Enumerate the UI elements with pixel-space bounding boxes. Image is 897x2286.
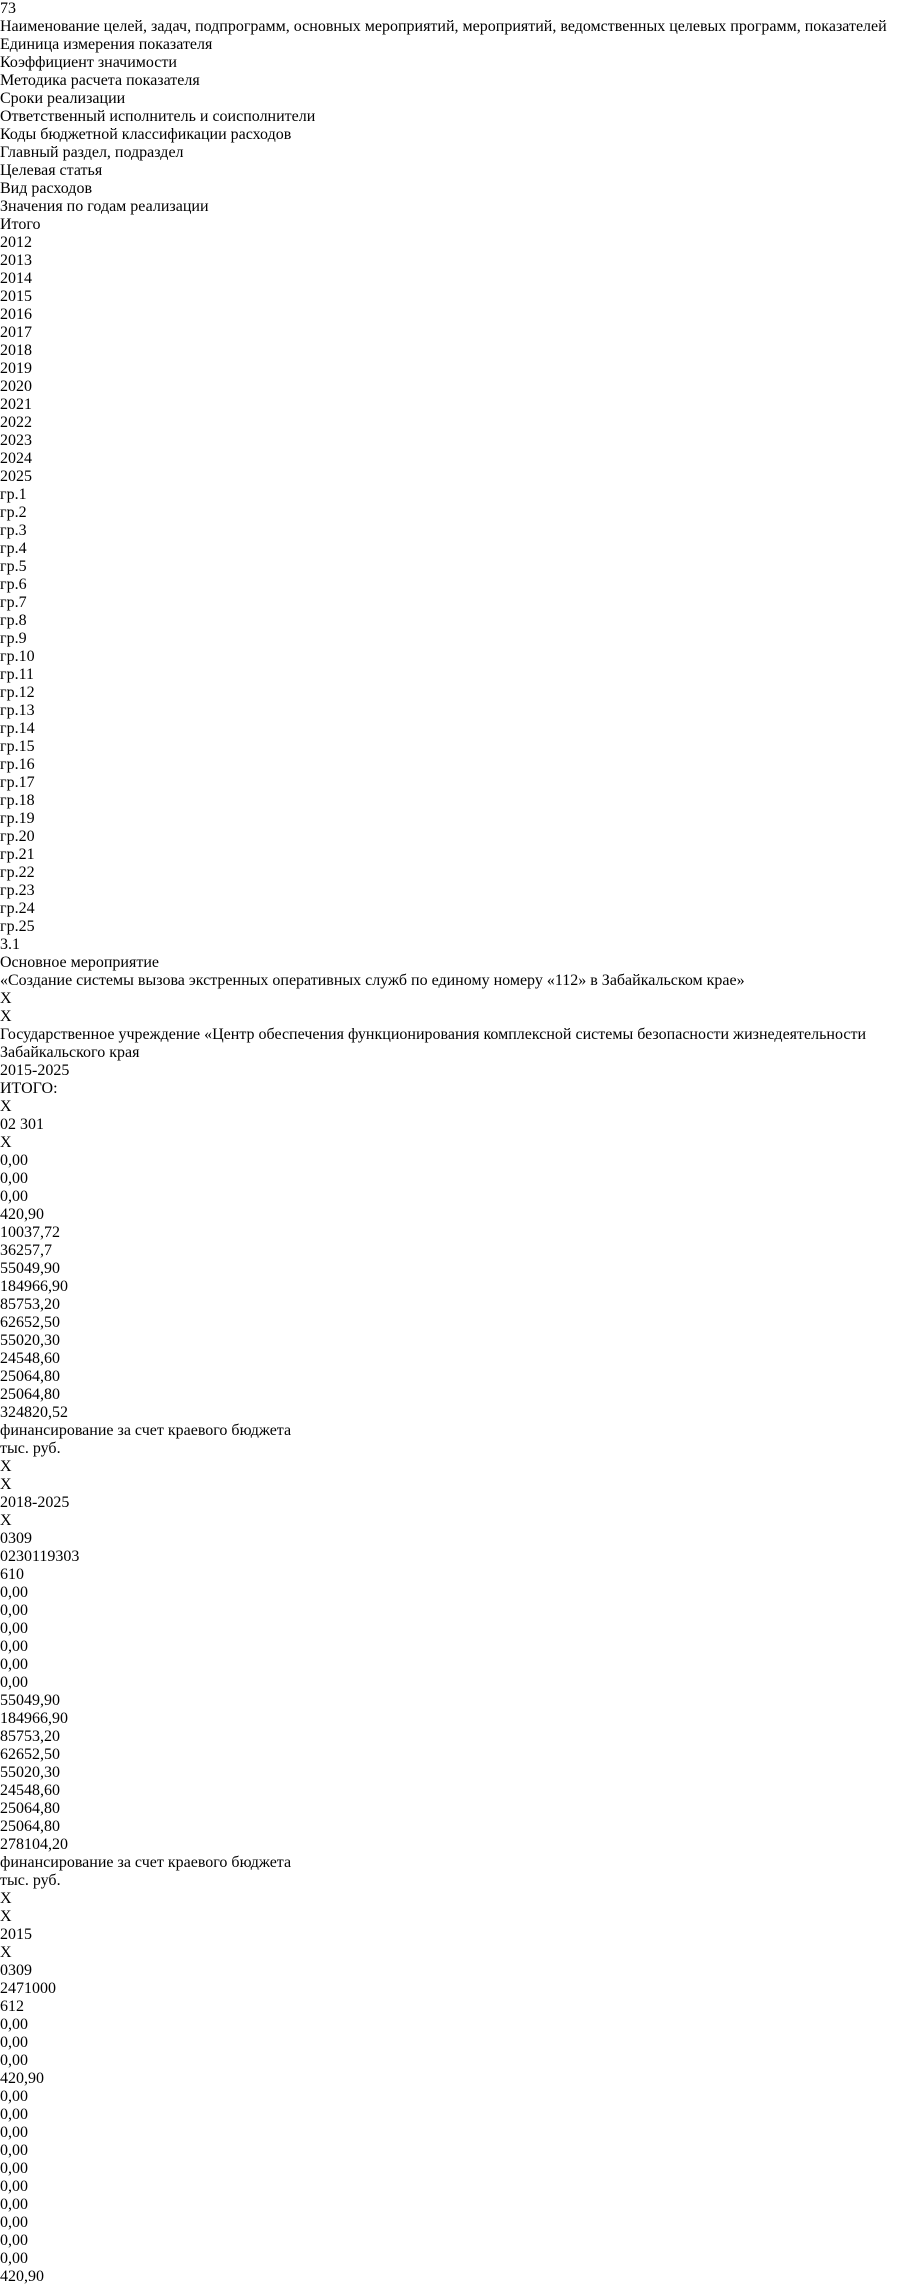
row-value: 0,00 — [0, 1152, 28, 1169]
header-codes-group: Коды бюджетной классификации расходов — [0, 126, 292, 143]
col-number: гр.4 — [0, 540, 27, 557]
row-value: 10037,72 — [0, 1224, 60, 1241]
header-name: Наименование целей, задач, подпрограмм, основных мероприятий, мероприятий, ведомственных целевых программ, показателей — [0, 18, 887, 35]
year: 2023 — [0, 432, 32, 449]
col-number: гр.25 — [0, 918, 35, 935]
row-value: 85753,20 — [0, 1728, 60, 1745]
header-method: Методика расчета показателя — [0, 72, 200, 89]
header-code-type: Вид расходов — [0, 180, 92, 197]
row-value: 0,00 — [0, 2196, 28, 2213]
row-code-section: 0309 — [0, 1530, 32, 1547]
row-value: 55020,30 — [0, 1332, 60, 1349]
row-method: Х — [0, 1908, 12, 1925]
year: 2015 — [0, 288, 32, 305]
row-total: 278104,20 — [0, 1836, 68, 1853]
row-terms: 2015 — [0, 1926, 32, 1943]
col-number: гр.15 — [0, 738, 35, 755]
row-value: 0,00 — [0, 2052, 28, 2069]
row-value: 0,00 — [0, 1674, 28, 1691]
header-values-group: Значения по годам реализации — [0, 198, 209, 215]
row-value: 0,00 — [0, 1170, 28, 1187]
row-number: 3.1 — [0, 936, 20, 953]
row-code-section: Х — [0, 1098, 12, 1115]
col-number: гр.2 — [0, 504, 27, 521]
row-value: 0,00 — [0, 1620, 28, 1637]
row-unit: Х — [0, 990, 12, 1007]
col-number: гр.1 — [0, 486, 27, 503]
row-code-type: Х — [0, 1134, 12, 1151]
row-value: 62652,50 — [0, 1746, 60, 1763]
year: 2025 — [0, 468, 32, 485]
year: 2024 — [0, 450, 32, 467]
row-value: 0,00 — [0, 1656, 28, 1673]
row-executor: ИТОГО: — [0, 1080, 58, 1097]
col-number: гр.17 — [0, 774, 35, 791]
year: 2013 — [0, 252, 32, 269]
row-value: 0,00 — [0, 1584, 28, 1601]
col-number: гр.11 — [0, 666, 34, 683]
year: 2017 — [0, 324, 32, 341]
table-row — [0, 1422, 897, 1854]
row-code-article: 02 301 — [0, 1116, 44, 1133]
col-number: гр.19 — [0, 810, 35, 827]
col-number: гр.7 — [0, 594, 27, 611]
row-value: 62652,50 — [0, 1314, 60, 1331]
row-value: 25064,80 — [0, 1800, 60, 1817]
year: 2014 — [0, 270, 32, 287]
row-unit: тыс. руб. — [0, 1872, 61, 1889]
row-code-article: 2471000 — [0, 1980, 56, 1997]
row-name-title: финансирование за счет краевого бюджета — [0, 1422, 292, 1439]
row-value: 184966,90 — [0, 1710, 68, 1727]
row-value: 184966,90 — [0, 1278, 68, 1295]
row-code-type: 610 — [0, 1566, 24, 1583]
row-value: 0,00 — [0, 2160, 28, 2177]
col-number: гр.23 — [0, 882, 35, 899]
row-value: 24548,60 — [0, 1350, 60, 1367]
row-value: 0,00 — [0, 2178, 28, 2195]
row-method: Х — [0, 1476, 12, 1493]
row-value: 0,00 — [0, 2142, 28, 2159]
column-numbers — [0, 486, 897, 936]
year: 2012 — [0, 234, 32, 251]
row-coef: Х — [0, 1008, 12, 1025]
header-coef: Коэффициент значимости — [0, 54, 177, 71]
table-row — [0, 936, 897, 1422]
row-value: 0,00 — [0, 2214, 28, 2231]
row-unit: тыс. руб. — [0, 1440, 61, 1457]
row-code-type: 612 — [0, 1998, 24, 2015]
row-value: 55049,90 — [0, 1692, 60, 1709]
row-executor: Х — [0, 1512, 12, 1529]
row-total: 420,90 — [0, 2268, 44, 2285]
col-number: гр.24 — [0, 900, 35, 917]
row-value: 55020,30 — [0, 1764, 60, 1781]
row-value: 85753,20 — [0, 1296, 60, 1313]
row-value: 0,00 — [0, 2106, 28, 2123]
row-value: 420,90 — [0, 1206, 44, 1223]
row-terms: 2018-2025 — [0, 1494, 70, 1511]
header-total: Итого — [0, 216, 41, 233]
row-method: Государственное учреждение «Центр обеспечения функционирования комплексной системы безопасности жизнедеятельности Забайкальского края — [0, 1026, 867, 1061]
col-number: гр.10 — [0, 648, 35, 665]
row-executor: Х — [0, 1944, 12, 1961]
col-number: гр.5 — [0, 558, 27, 575]
page-number: 73 — [0, 0, 16, 17]
col-number: гр.20 — [0, 828, 35, 845]
header-code-article: Целевая статья — [0, 162, 103, 179]
row-code-article: 0230119303 — [0, 1548, 80, 1565]
col-number: гр.8 — [0, 612, 27, 629]
row-value: 55049,90 — [0, 1260, 60, 1277]
row-value: 24548,60 — [0, 1782, 60, 1799]
year: 2018 — [0, 342, 32, 359]
col-number: гр.22 — [0, 864, 35, 881]
col-number: гр.9 — [0, 630, 27, 647]
row-coef: Х — [0, 1458, 12, 1475]
col-number: гр.21 — [0, 846, 35, 863]
row-code-section: 0309 — [0, 1962, 32, 1979]
row-value: 0,00 — [0, 2088, 28, 2105]
row-terms: 2015-2025 — [0, 1062, 70, 1079]
col-number: гр.18 — [0, 792, 35, 809]
years — [0, 234, 897, 486]
col-number: гр.6 — [0, 576, 27, 593]
row-value: 420,90 — [0, 2070, 44, 2087]
col-number: гр.3 — [0, 522, 27, 539]
row-total: 324820,52 — [0, 1404, 68, 1421]
row-value: 0,00 — [0, 2250, 28, 2267]
header-executor: Ответственный исполнитель и соисполнители — [0, 108, 316, 125]
year: 2019 — [0, 360, 32, 377]
row-value: 0,00 — [0, 2232, 28, 2249]
row-coef: Х — [0, 1890, 12, 1907]
row-value: 0,00 — [0, 2034, 28, 2051]
row-value: 0,00 — [0, 2016, 28, 2033]
row-name-title: Основное мероприятие — [0, 954, 159, 971]
year: 2016 — [0, 306, 32, 323]
row-value: 0,00 — [0, 1638, 28, 1655]
row-value: 0,00 — [0, 1602, 28, 1619]
col-number: гр.16 — [0, 756, 35, 773]
row-value: 0,00 — [0, 1188, 28, 1205]
col-number: гр.14 — [0, 720, 35, 737]
row-value: 25064,80 — [0, 1818, 60, 1835]
header-unit: Единица измерения показателя — [0, 36, 213, 53]
row-name-body: «Создание системы вызова экстренных оперативных служб по единому номеру «112» в Забайкальском крае» — [0, 972, 745, 989]
row-value: 0,00 — [0, 2124, 28, 2141]
table-row — [0, 1854, 897, 2286]
header-terms: Сроки реализации — [0, 90, 126, 107]
year: 2022 — [0, 414, 32, 431]
row-value: 25064,80 — [0, 1368, 60, 1385]
col-number: гр.12 — [0, 684, 35, 701]
year: 2021 — [0, 396, 32, 413]
row-value: 25064,80 — [0, 1386, 60, 1403]
row-name-title: финансирование за счет краевого бюджета — [0, 1854, 292, 1871]
header-code-section: Главный раздел, подраздел — [0, 144, 184, 161]
row-value: 36257,7 — [0, 1242, 52, 1259]
headers — [0, 18, 897, 234]
year: 2020 — [0, 378, 32, 395]
col-number: гр.13 — [0, 702, 35, 719]
